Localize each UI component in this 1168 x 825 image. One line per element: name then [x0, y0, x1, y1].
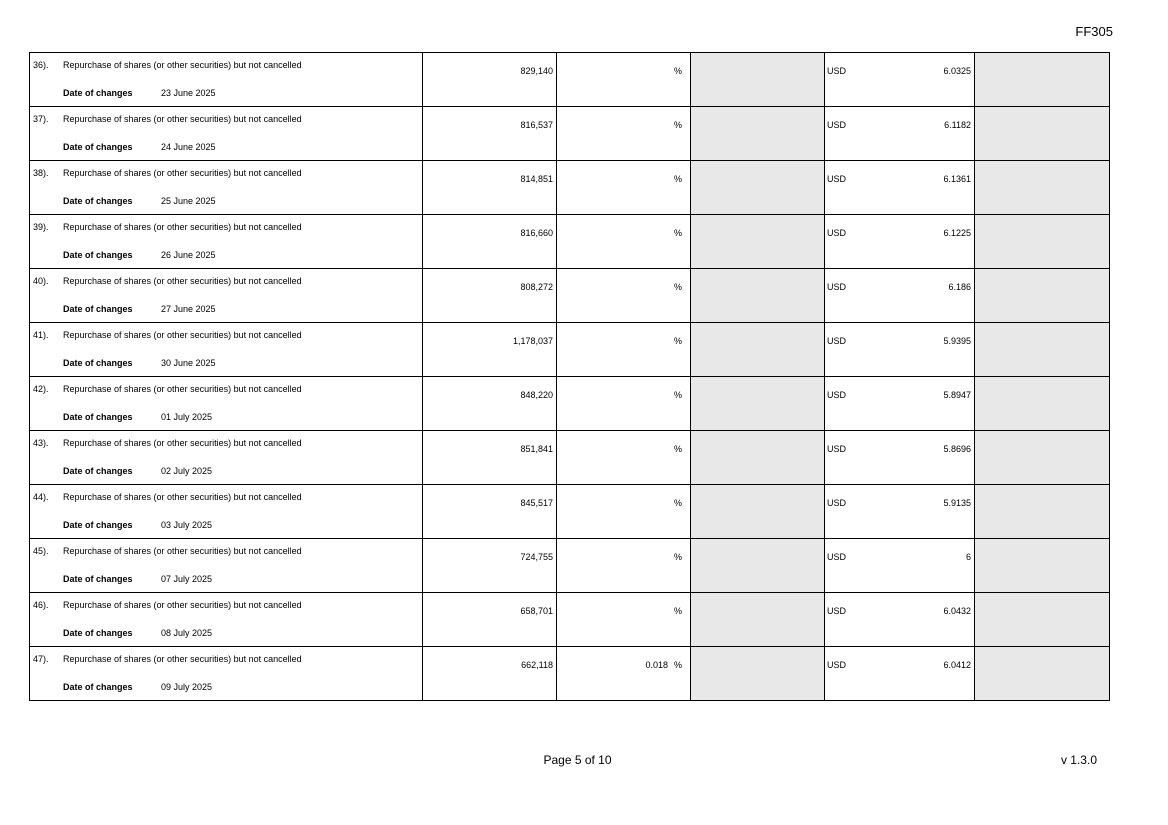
date-of-changes-value: 03 July 2025 — [161, 520, 213, 530]
shares-value: 848,220 — [520, 390, 553, 400]
percent-sign: % — [673, 552, 682, 562]
date-of-changes-value: 27 June 2025 — [161, 304, 216, 314]
date-of-changes-label: Date of changes — [63, 682, 133, 692]
date-of-changes-label: Date of changes — [63, 628, 133, 638]
date-of-changes-label: Date of changes — [63, 304, 133, 314]
table-row — [30, 377, 1110, 431]
price-value: 5.9135 — [943, 498, 971, 508]
shares-cell — [423, 161, 557, 215]
percent-sign: % — [673, 444, 682, 454]
price-cell — [825, 53, 975, 107]
shaded-cell — [691, 485, 825, 539]
price-cell — [825, 107, 975, 161]
shares-value: 829,140 — [520, 66, 553, 76]
price-value: 6.1225 — [943, 228, 971, 238]
shaded-cell — [691, 647, 825, 701]
shaded-cell — [691, 107, 825, 161]
currency-label: USD — [827, 282, 847, 292]
date-of-changes-label: Date of changes — [63, 520, 133, 530]
event-description: Repurchase of shares (or other securities) but not cancelled — [63, 330, 302, 340]
date-of-changes-value: 09 July 2025 — [161, 682, 213, 692]
share-changes-table — [29, 52, 1110, 701]
percent-cell — [557, 53, 691, 107]
event-description: Repurchase of shares (or other securities) but not cancelled — [63, 276, 302, 286]
percent-cell — [557, 215, 691, 269]
date-of-changes-value: 23 June 2025 — [161, 88, 216, 98]
date-of-changes-value: 01 July 2025 — [161, 412, 213, 422]
shares-value: 724,755 — [520, 552, 553, 562]
event-description-cell — [30, 539, 423, 593]
currency-label: USD — [827, 552, 847, 562]
price-value: 6.1182 — [944, 120, 971, 130]
shares-cell — [423, 593, 557, 647]
shares-cell — [423, 539, 557, 593]
percent-cell — [557, 377, 691, 431]
table-row — [30, 539, 1110, 593]
event-description-cell — [30, 269, 423, 323]
shares-value: 1,178,037 — [512, 336, 553, 346]
date-of-changes-value: 07 July 2025 — [161, 574, 213, 584]
percent-cell — [557, 647, 691, 701]
shaded-cell — [975, 107, 1110, 161]
date-of-changes-value: 26 June 2025 — [161, 250, 216, 260]
shaded-cell — [975, 53, 1110, 107]
percent-cell — [557, 323, 691, 377]
price-cell — [825, 647, 975, 701]
table-row — [30, 431, 1110, 485]
table-row — [30, 485, 1110, 539]
shaded-cell — [975, 647, 1110, 701]
event-description-cell — [30, 215, 423, 269]
currency-label: USD — [827, 660, 847, 670]
table-row — [30, 647, 1110, 701]
percent-sign: % — [673, 606, 682, 616]
table-row — [30, 161, 1110, 215]
currency-label: USD — [827, 174, 847, 184]
date-of-changes-label: Date of changes — [63, 412, 133, 422]
date-of-changes-label: Date of changes — [63, 250, 133, 260]
event-description: Repurchase of shares (or other securities) but not cancelled — [63, 600, 302, 610]
event-description-cell — [30, 323, 423, 377]
event-description: Repurchase of shares (or other securities) but not cancelled — [63, 546, 302, 556]
currency-label: USD — [827, 228, 847, 238]
shares-cell — [423, 107, 557, 161]
date-of-changes-label: Date of changes — [63, 466, 133, 476]
percent-sign: % — [673, 498, 682, 508]
shares-value: 851,841 — [520, 444, 553, 454]
shaded-cell — [975, 431, 1110, 485]
date-of-changes-value: 30 June 2025 — [161, 358, 216, 368]
percent-cell — [557, 107, 691, 161]
event-description-cell — [30, 647, 423, 701]
row-number: 41). — [33, 330, 49, 340]
row-number: 38). — [33, 168, 49, 178]
event-description: Repurchase of shares (or other securities) but not cancelled — [63, 492, 302, 502]
shares-value: 808,272 — [520, 282, 553, 292]
shaded-cell — [691, 593, 825, 647]
percent-cell — [557, 269, 691, 323]
date-of-changes-value: 08 July 2025 — [161, 628, 213, 638]
row-number: 40). — [33, 276, 49, 286]
percent-sign: % — [673, 120, 682, 130]
date-of-changes-value: 25 June 2025 — [161, 196, 216, 206]
currency-label: USD — [827, 336, 847, 346]
price-value: 5.8947 — [943, 390, 971, 400]
shares-cell — [423, 431, 557, 485]
shares-value: 662,118 — [521, 660, 553, 670]
event-description: Repurchase of shares (or other securities) but not cancelled — [63, 438, 302, 448]
price-value: 6.0325 — [943, 66, 971, 76]
page-number: Page 5 of 10 — [543, 753, 612, 767]
shares-cell — [423, 53, 557, 107]
event-description: Repurchase of shares (or other securities) but not cancelled — [63, 654, 302, 664]
row-number: 45). — [33, 546, 49, 556]
shaded-cell — [975, 269, 1110, 323]
shaded-cell — [975, 539, 1110, 593]
date-of-changes-label: Date of changes — [63, 196, 133, 206]
event-description-cell — [30, 485, 423, 539]
price-cell — [825, 161, 975, 215]
shares-value: 845,517 — [520, 498, 553, 508]
currency-label: USD — [827, 120, 847, 130]
currency-label: USD — [827, 66, 847, 76]
event-description: Repurchase of shares (or other securities) but not cancelled — [63, 114, 302, 124]
percent-cell — [557, 485, 691, 539]
row-number: 47). — [33, 654, 49, 664]
shares-value: 658,701 — [520, 606, 553, 616]
price-value: 6 — [965, 552, 971, 562]
event-description: Repurchase of shares (or other securities) but not cancelled — [63, 222, 302, 232]
percent-cell — [557, 431, 691, 485]
price-value: 6.0432 — [943, 606, 971, 616]
date-of-changes-label: Date of changes — [63, 358, 133, 368]
shaded-cell — [975, 161, 1110, 215]
date-of-changes-label: Date of changes — [63, 574, 133, 584]
event-description-cell — [30, 53, 423, 107]
shaded-cell — [691, 323, 825, 377]
price-cell — [825, 377, 975, 431]
version-label: v 1.3.0 — [1060, 753, 1097, 767]
price-value: 6.0412 — [943, 660, 971, 670]
row-number: 39). — [33, 222, 49, 232]
shaded-cell — [691, 431, 825, 485]
table-row — [30, 269, 1110, 323]
shaded-cell — [975, 593, 1110, 647]
table-row — [30, 53, 1110, 107]
row-number: 46). — [33, 600, 49, 610]
event-description: Repurchase of shares (or other securities) but not cancelled — [63, 60, 302, 70]
currency-label: USD — [827, 444, 847, 454]
percent-sign: % — [673, 228, 682, 238]
event-description-cell — [30, 593, 423, 647]
shaded-cell — [975, 323, 1110, 377]
percent-sign: % — [673, 660, 682, 670]
price-value: 5.8696 — [943, 444, 971, 454]
shaded-cell — [691, 269, 825, 323]
shaded-cell — [691, 539, 825, 593]
shares-value: 816,537 — [520, 120, 553, 130]
price-cell — [825, 269, 975, 323]
date-of-changes-label: Date of changes — [63, 88, 133, 98]
event-description-cell — [30, 161, 423, 215]
percent-sign: % — [673, 336, 682, 346]
percent-cell — [557, 593, 691, 647]
price-cell — [825, 593, 975, 647]
percent-sign: % — [673, 390, 682, 400]
shaded-cell — [691, 53, 825, 107]
shares-cell — [423, 323, 557, 377]
shares-cell — [423, 377, 557, 431]
table-row — [30, 107, 1110, 161]
row-number: 44). — [33, 492, 49, 502]
event-description: Repurchase of shares (or other securities) but not cancelled — [63, 384, 302, 394]
price-cell — [825, 539, 975, 593]
percent-cell — [557, 161, 691, 215]
percent-cell — [557, 539, 691, 593]
shares-cell — [423, 215, 557, 269]
currency-label: USD — [827, 390, 847, 400]
table-row — [30, 323, 1110, 377]
date-of-changes-value: 02 July 2025 — [161, 466, 213, 476]
shaded-cell — [691, 377, 825, 431]
row-number: 43). — [33, 438, 49, 448]
row-number: 36). — [33, 60, 49, 70]
percent-sign: % — [673, 174, 682, 184]
currency-label: USD — [827, 606, 847, 616]
price-cell — [825, 323, 975, 377]
event-description: Repurchase of shares (or other securities) but not cancelled — [63, 168, 302, 178]
event-description-cell — [30, 431, 423, 485]
event-description-cell — [30, 107, 423, 161]
shaded-cell — [975, 377, 1110, 431]
row-number: 42). — [33, 384, 49, 394]
percent-value: 0.018 — [645, 660, 668, 670]
shaded-cell — [691, 161, 825, 215]
currency-label: USD — [827, 498, 847, 508]
form-code: FF305 — [1075, 24, 1113, 39]
shares-value: 816,660 — [520, 228, 553, 238]
percent-sign: % — [673, 66, 682, 76]
percent-sign: % — [673, 282, 682, 292]
shares-cell — [423, 269, 557, 323]
table-row — [30, 215, 1110, 269]
price-cell — [825, 431, 975, 485]
event-description-cell — [30, 377, 423, 431]
shaded-cell — [975, 215, 1110, 269]
shares-cell — [423, 485, 557, 539]
table-row — [30, 593, 1110, 647]
shaded-cell — [975, 485, 1110, 539]
row-number: 37). — [33, 114, 49, 124]
date-of-changes-label: Date of changes — [63, 142, 133, 152]
shares-value: 814,851 — [520, 174, 553, 184]
date-of-changes-value: 24 June 2025 — [161, 142, 216, 152]
price-value: 5.9395 — [943, 336, 971, 346]
shares-cell — [423, 647, 557, 701]
price-cell — [825, 215, 975, 269]
shaded-cell — [691, 215, 825, 269]
price-value: 6.186 — [948, 282, 971, 292]
price-value: 6.1361 — [943, 174, 971, 184]
price-cell — [825, 485, 975, 539]
